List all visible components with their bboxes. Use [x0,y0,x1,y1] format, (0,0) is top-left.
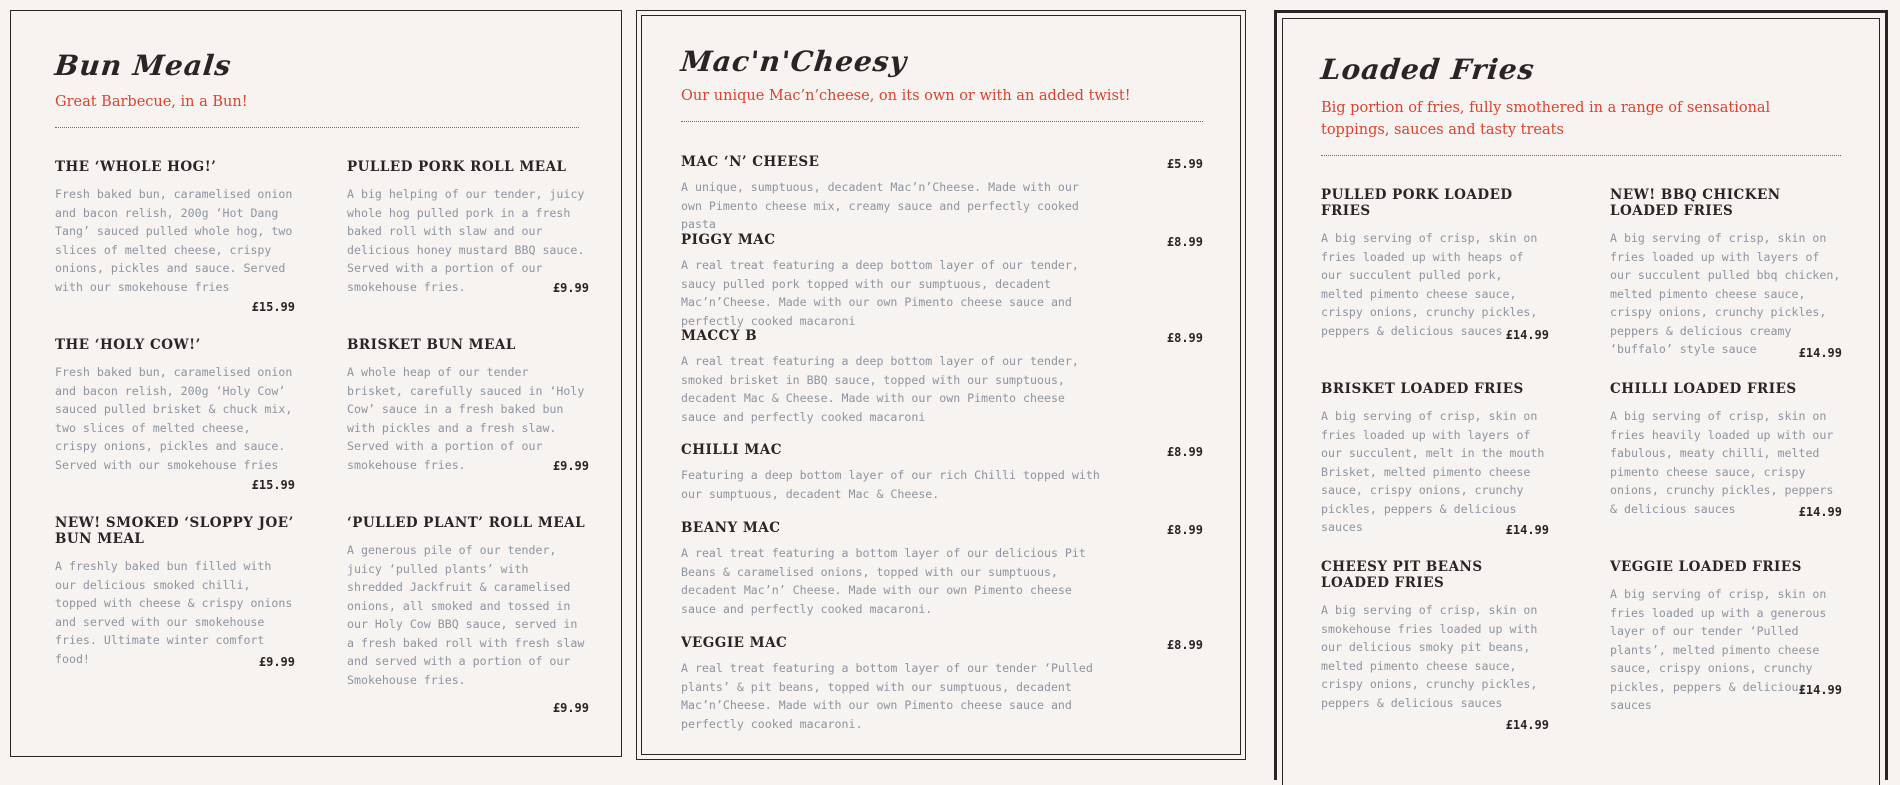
loaded-fries-subtitle: Big portion of fries, fully smothered in a range of sensational toppings, sauces and tasty treats [1321,100,1771,138]
item-name: VEGGIE LOADED FRIES [1610,559,1802,575]
item-price: £14.99 [1505,523,1549,537]
item-name: CHILLI LOADED FRIES [1610,381,1797,397]
bun-meals-subtitle: Great Barbecue, in a Bun! [55,94,248,110]
item-name: PULLED PORK LOADED FRIES [1321,187,1513,219]
item-name: BRISKET BUN MEAL [347,337,516,353]
menu-item-maccy-b[interactable] [681,328,1203,426]
menu-item-cheesy-pit-beans-fries[interactable] [1321,559,1549,739]
loaded-fries-divider [1321,155,1841,156]
item-description: A big serving of crisp, skin on smokehouse fries loaded up with our delicious smoky pit beans, melted pimento cheese sauce, crispy onions, crunchy pickles, peppers & delicious sauces [1321,603,1538,710]
loaded-fries-title: Loaded Fries [1319,53,1537,86]
item-description: Featuring a deep bottom layer of our rich Chilli topped with our sumptuous, decadent Mac & Cheese. [681,468,1100,501]
item-price: £8.99 [1166,445,1203,459]
bun-meals-title: Bun Meals [53,49,234,82]
item-price: £14.99 [1798,505,1842,519]
item-description: A generous pile of our tender, juicy ‘pulled plants’ with shredded Jackfruit & caramelised onions, all smoked and tossed in our Holy Cow BBQ sauce, served in a fresh baked roll with fresh slaw and served with a portion of our Smokehouse fries. [347,543,585,687]
item-description: A real treat featuring a bottom layer of our delicious Pit Beans & caramelised onions, topped with our sumptuous, decadent Mac’n’ Cheese. Made with our own Pimento cheese sauce and perfectly cooked macaroni. [681,546,1086,616]
item-description: A big serving of crisp, skin on fries loaded up with heaps of our succulent pulled pork, melted pimento cheese sauce, crispy onions, crunchy pickles, peppers & delicious sauces [1321,231,1538,338]
item-name: THE ‘WHOLE HOG!’ [55,159,217,175]
item-name: ‘PULLED PLANT’ ROLL MEAL [347,515,586,531]
item-name: MAC ‘N’ CHEESE [681,154,820,170]
menu-item-piggy-mac[interactable] [681,232,1203,330]
item-price: £9.99 [552,281,589,295]
item-description: A real treat featuring a bottom layer of our tender ‘Pulled plants’ & pit beans, topped with our sumptuous, decadent Mac’n’Cheese. Made with our own Pimento cheese sauce and perfectly cooked macaroni. [681,661,1093,731]
item-name: NEW! BBQ CHICKEN LOADED FRIES [1610,187,1781,219]
menu-item-chilli-fries[interactable] [1610,381,1842,521]
mac-n-cheesy-panel [636,10,1246,760]
item-description: Fresh baked bun, caramelised onion and bacon relish, 200g ‘Hot Dang Tang’ sauced pulled whole hog, two slices of melted cheese, crispy onions, pickles and sauce. Served with our smokehouse fries [55,187,293,294]
item-price: £15.99 [251,300,295,314]
item-description: A big serving of crisp, skin on fries heavily loaded up with our fabulous, meaty chilli, melted pimento cheese sauce, crispy onions, crunchy pickles, peppers & delicious sauces [1610,409,1834,516]
item-price: £9.99 [552,459,589,473]
item-name: VEGGIE MAC [681,635,788,651]
item-name: CHEESY PIT BEANS LOADED FRIES [1321,559,1483,591]
item-description: A real treat featuring a deep bottom layer of our tender, smoked brisket in BBQ sauce, topped with our sumptuous, decadent Mac & Cheese. Made with our own Pimento cheese sauce and perfectly cooked macaroni [681,354,1079,424]
item-price: £8.99 [1166,331,1203,345]
item-description: A unique, sumptuous, decadent Mac’n’Cheese. Made with our own Pimento cheese mix, creamy sauce and perfectly cooked pasta [681,180,1079,231]
item-name: MACCY B [681,328,758,344]
bun-meals-divider [55,127,579,128]
item-name: BEANY MAC [681,520,781,536]
item-price: £14.99 [1798,683,1842,697]
loaded-fries-panel [1274,10,1888,780]
menu-item-pulled-plant-roll[interactable] [347,515,589,715]
item-description: A big serving of crisp, skin on fries loaded up with a generous layer of our tender ‘Pulled plants’, melted pimento cheese sauce, crispy onions, crunchy pickles, peppers & delicious sauces [1610,587,1827,712]
item-price: £15.99 [251,478,295,492]
menu-item-brisket-fries[interactable] [1321,381,1549,541]
item-description: A big helping of our tender, juicy whole hog pulled pork in a fresh baked roll with slaw and our delicious honey mustard BBQ sauce. Served with a portion of our smokehouse fries. [347,187,585,294]
menu-item-chilli-mac[interactable] [681,442,1203,503]
menu-item-whole-hog[interactable] [55,159,295,319]
menu-item-bbq-chicken-fries[interactable] [1610,187,1842,360]
item-price: £14.99 [1505,718,1549,732]
menu-item-sloppy-joe[interactable] [55,515,295,675]
item-description: A big serving of crisp, skin on fries loaded up with layers of our succulent, melt in the mouth Brisket, melted pimento cheese sauce, crispy onions, crunchy pickles, peppers & delicious sauces [1321,409,1545,534]
item-price: £9.99 [258,655,295,669]
item-name: PULLED PORK ROLL MEAL [347,159,567,175]
mac-n-cheesy-title: Mac'n'Cheesy [679,45,909,78]
item-description: Fresh baked bun, caramelised onion and bacon relish, 200g ‘Holy Cow’ sauced pulled brisket & chuck mix, two slices of melted cheese, crispy onions, pickles and sauce. Served with our smokehouse fries [55,365,293,472]
item-description: A whole heap of our tender brisket, carefully sauced in ‘Holy Cow’ sauce in a fresh baked bun with pickles and a fresh slaw. Served with a portion of our smokehouse fries. [347,365,585,472]
menu-item-beany-mac[interactable] [681,520,1203,618]
item-name: BRISKET LOADED FRIES [1321,381,1524,397]
item-description: A big serving of crisp, skin on fries loaded up with layers of our succulent pulled bbq chicken, melted pimento cheese sauce, crispy onions, crunchy pickles, peppers & delicious creamy ‘buffalo’ style sauce [1610,231,1841,356]
menu-item-mac-n-cheese[interactable] [681,154,1203,234]
item-price: £5.99 [1166,157,1203,171]
item-name: CHILLI MAC [681,442,782,458]
item-name: PIGGY MAC [681,232,776,248]
item-price: £8.99 [1166,523,1203,537]
item-price: £8.99 [1166,235,1203,249]
item-description: A freshly baked bun filled with our delicious smoked chilli, topped with cheese & crispy onions and served with our smokehouse fries. Ultimate winter comfort food! [55,559,293,666]
item-price: £14.99 [1505,328,1549,342]
menu-item-pulled-pork-roll[interactable] [347,159,589,309]
menu-item-holy-cow[interactable] [55,337,295,497]
item-name: THE ‘HOLY COW!’ [55,337,201,353]
item-description: A real treat featuring a deep bottom layer of our tender, saucy pulled pork topped with our sumptuous, decadent Mac’n’Cheese. Made with our own Pimento cheese sauce and perfectly cooked macaroni [681,258,1079,328]
menu-item-veggie-mac[interactable] [681,635,1203,733]
item-price: £14.99 [1798,346,1842,360]
item-name: NEW! SMOKED ‘SLOPPY JOE’ BUN MEAL [55,515,294,547]
menu-item-veggie-fries[interactable] [1610,559,1842,712]
mac-n-cheesy-divider [681,121,1203,122]
menu-item-pulled-pork-fries[interactable] [1321,187,1549,347]
item-price: £9.99 [552,701,589,715]
bun-meals-panel [10,10,622,757]
mac-n-cheesy-subtitle: Our unique Mac’n’cheese, on its own or with an added twist! [681,88,1131,104]
item-price: £8.99 [1166,638,1203,652]
menu-item-brisket-bun[interactable] [347,337,589,487]
